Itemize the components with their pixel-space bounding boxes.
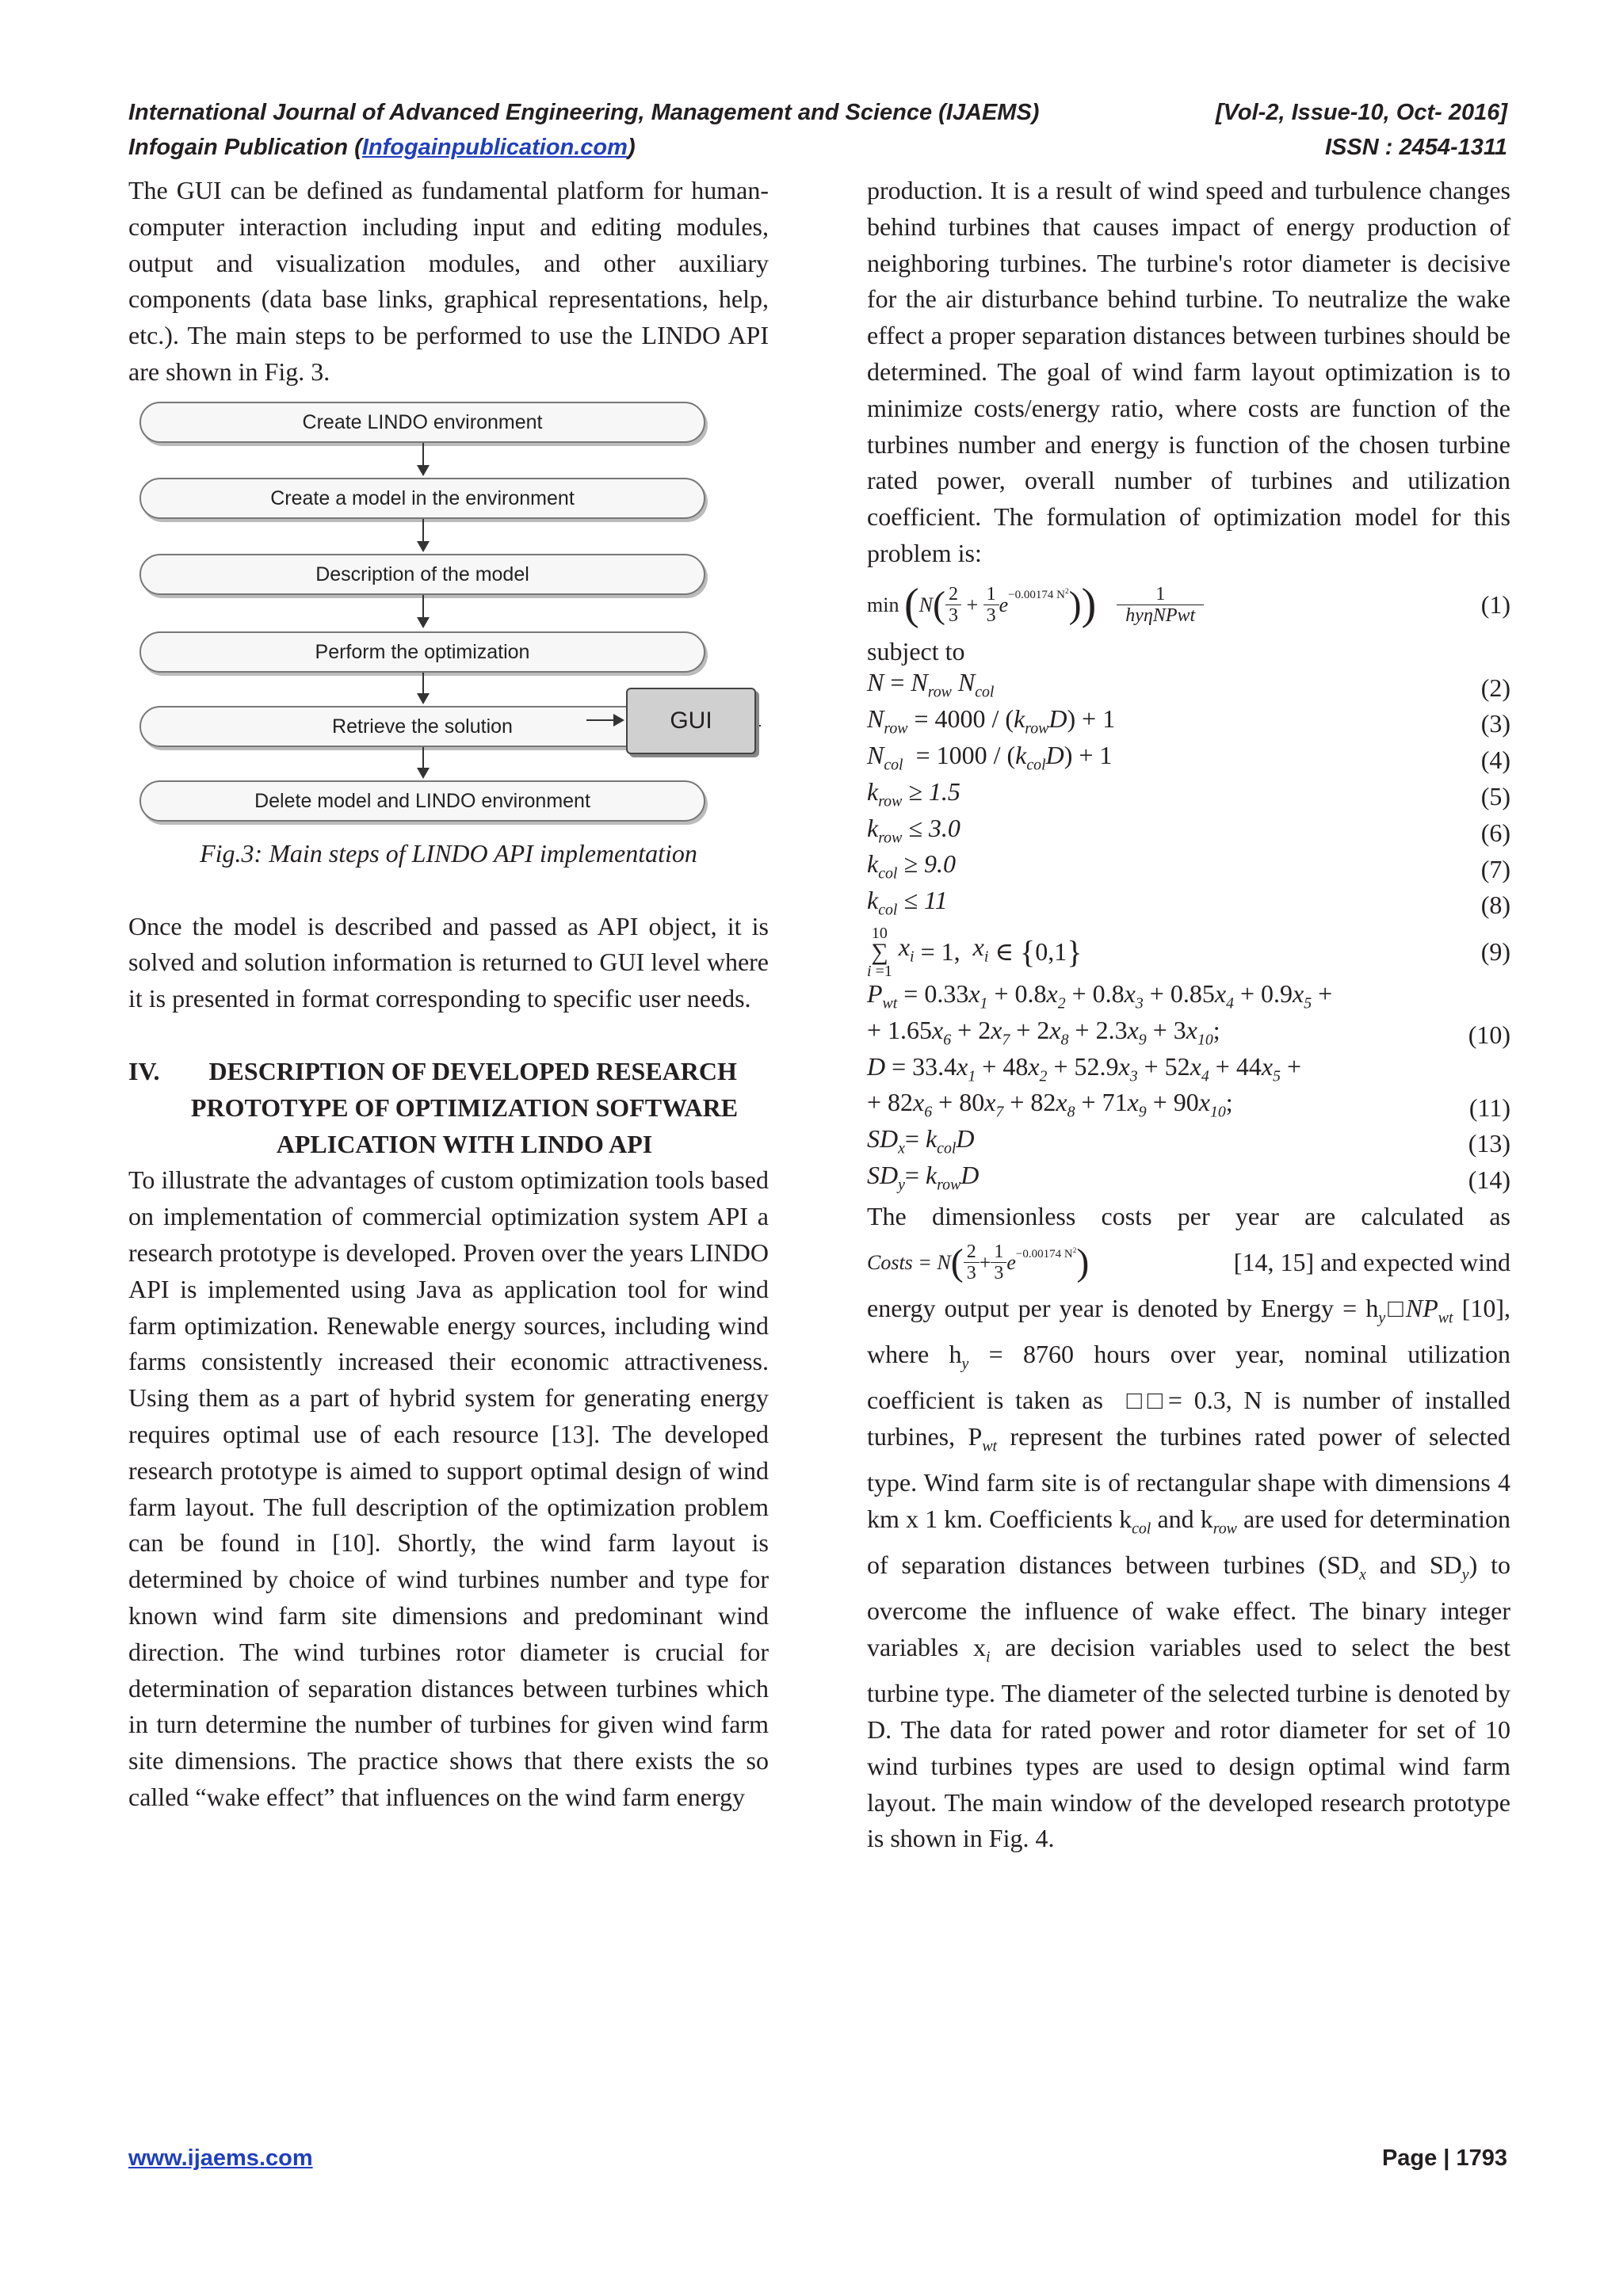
step-optimize: Perform the optimization bbox=[139, 631, 705, 673]
equation-13: $SD_x= k_{col}D$ (13) bbox=[867, 1124, 1510, 1158]
volume-info: [Vol-2, Issue-10, Oct- 2016] bbox=[1215, 100, 1507, 125]
step-retrieve-solution: Retrieve the solution bbox=[139, 706, 705, 747]
paragraph-wake-effect: production. It is a result of wind speed and turbulence changes behind turbines that causes impact of energy production of neighboring turbines. The turbine's rotor diameter is decisive for the air disturbance behind turbine. To neutralize the wake effect a proper separation distances between turbines should be determined. The goal of wind farm layout optimization is to minimize costs/energy ratio, where costs are function of the turbines number and energy is function of the chosen turbine rated power, overall number of turbines and utilization coefficient. The formulation of optimization model for this problem is: bbox=[867, 176, 1510, 567]
equation-5: $k_{row} \ge 1.5$ (5) bbox=[867, 776, 1510, 810]
fraction-two-thirds: $\frac{2}{3}$ bbox=[945, 584, 961, 626]
step-create-env: Create LINDO environment bbox=[139, 402, 705, 443]
equation-10a: $P_{wt} = 0.33x_1 + 0.8x_2 + 0.8x_3 + 0.85x_4 + 0.9x_5$ + bbox=[867, 978, 1333, 1013]
equation-2: $N = N_{row}$ $N_{col}$ (2) bbox=[867, 668, 1510, 702]
connector bbox=[422, 443, 424, 467]
equation-14: $SD_y= k_{row}D$ (14) bbox=[867, 1160, 1510, 1195]
figure-3-caption: Fig.3: Main steps of LINDO API implementation bbox=[200, 838, 697, 868]
subject-to: subject to bbox=[867, 636, 965, 666]
step-delete-model: Delete model and LINDO environment bbox=[139, 780, 705, 822]
arrow-down-icon bbox=[417, 693, 430, 704]
section-title-1: DESCRIPTION OF DEVELOPED RESEARCH bbox=[208, 1056, 737, 1085]
equation-11a: $D = 33.4x_1 + 48x_2 + 52.9x_3 + 52x_4 + 44x_5$ + bbox=[867, 1051, 1302, 1085]
arrow-down-icon bbox=[417, 617, 430, 628]
left-column bbox=[128, 173, 769, 1816]
publisher-prefix: Infogain Publication ( bbox=[128, 135, 362, 160]
objective-formula: min ( N ( $\frac{2}{3}$ + $\frac{1}{3}$ e $^{-0.00174 N^2}$ ) ) $\frac{1}{\text{hyηNPwt}}$ bbox=[867, 584, 1204, 626]
journal-header bbox=[128, 100, 1507, 126]
var-n: N bbox=[918, 593, 933, 616]
page-footer bbox=[128, 2145, 1507, 2172]
section-heading-line1 bbox=[128, 1054, 769, 1090]
min-operator: min bbox=[867, 593, 899, 616]
fraction-energy: $\frac{1}{\text{hyηNPwt}}$ bbox=[1117, 584, 1204, 626]
section-title-3: APLICATION WITH LINDO API bbox=[276, 1129, 653, 1158]
publisher-suffix: ) bbox=[627, 135, 636, 160]
connector bbox=[422, 747, 424, 769]
equation-9: 10 ∑ i =1 $x_i$ = 1, $x_i$ ∈ { 0,1 } (9) bbox=[867, 925, 1510, 981]
arrow-down-icon bbox=[417, 768, 430, 779]
connector bbox=[422, 519, 424, 543]
journal-title: International Journal of Advanced Engineering, Management and Science (IJAEMS) bbox=[128, 100, 1040, 125]
step-create-model: Create a model in the environment bbox=[139, 478, 705, 519]
section-title-2: PROTOTYPE OF OPTIMIZATION SOFTWARE bbox=[190, 1093, 739, 1122]
paragraph-gui: The GUI can be defined as fundamental platform for human-computer interaction including input and editing modules, output and visualization modules, and other auxiliary components (data base links, graphical representations, help, etc.). The main steps to be performed to use the LINDO API are shown in Fig. 3. bbox=[128, 176, 769, 386]
gui-box: GUI bbox=[626, 688, 756, 754]
equation-7: $k_{col} \ge 9.0$ (7) bbox=[867, 849, 1510, 883]
section-number: IV. bbox=[128, 1056, 160, 1085]
issn: ISSN : 2454-1311 bbox=[1325, 135, 1507, 160]
equation-6: $k_{row} \le 3.0$ (6) bbox=[867, 813, 1510, 847]
step-describe-model: Description of the model bbox=[139, 554, 705, 595]
journal-url[interactable]: www.ijaems.com bbox=[128, 2145, 313, 2171]
right-column bbox=[867, 173, 1510, 1857]
costs-intro: The dimensionless costs per year are calculated as bbox=[867, 1201, 1510, 1230]
connector bbox=[422, 595, 424, 619]
connector bbox=[586, 719, 613, 721]
equation-10b: + $1.65x_6 + 2x_7 + 2x_8 + 2.3x_9 + 3x_{10}$; (10) bbox=[867, 1015, 1510, 1049]
fraction-one-third: $\frac{1}{3}$ bbox=[983, 584, 999, 626]
equation-1 bbox=[867, 577, 1510, 634]
arrow-down-icon bbox=[417, 541, 430, 552]
exp-e: e bbox=[999, 593, 1009, 616]
paragraph-research-prototype: To illustrate the advantages of custom optimization tools based on implementation of commercial optimization system API a research prototype is developed. Proven over the years LINDO API is implemented using Java as application tool for wind farm optimization. Renewable energy sources, including wind farms consistently increased their economic attractiveness. Using them as a part of hybrid system for generating energy requires optimal use of each resource [13]. The developed research prototype is aimed to support optimal design of wind farm layout. The full description of the optimization problem can be found in [10]. Shortly, the wind farm layout is determined by choice of wind turbines number and type for known wind farm site dimensions and predominant wind direction. The wind turbines rotor diameter is crucial for determination of separation distances between turbines which in turn determine the number of turbines for given wind farm site dimensions. The practice shows that there exists the so called “wake effect” that influences on the wind farm energy bbox=[128, 1165, 769, 1811]
paragraph-energy-output: energy output per year is denoted by Energy = $h_y□NP_{wt}$ [10], where $h_y = 8760$ hours over year, nominal utilization coefficient is taken as □□= 0.3, N is number of installed turbines, $P_{wt}$ represent the turbines rated power of selected type. Wind farm site is of rectangular shape with dimensions 4 km x 1 km. Coefficients $k_{col}$ and $k_{row}$ are used for determination of separation distances between turbines ($SD_x$ and $SD_y$) to overcome the influence of wake effect. The binary integer variables $x_i$ are decision variables used to select the best turbine type. The diameter of the selected turbine is denoted by D. The data for rated power and rotor diameter for set of 10 wind turbines types are used to design optimal wind farm layout. The main window of the developed research prototype is shown in Fig. 4. bbox=[867, 1293, 1511, 1853]
arrow-down-icon bbox=[417, 465, 430, 476]
eq-number-1: (1) bbox=[1480, 589, 1510, 619]
costs-refs: [14, 15] and expected wind bbox=[1233, 1247, 1510, 1276]
arrow-right-icon bbox=[613, 714, 624, 727]
costs-formula-line: Costs = N ( $\frac{2}{3}$ + $\frac{1}{3}$ e $^{-0.00174 N^2}$ ) [14, 15] and expected wind bbox=[867, 1241, 1510, 1284]
equation-8: $k_{col} \le 11$ (8) bbox=[867, 886, 1510, 920]
equation-4: $N_{col} = 1000 / (k_{col}D) + 1$ (4) bbox=[867, 740, 1510, 775]
publisher-link[interactable]: Infogainpublication.com bbox=[361, 135, 628, 160]
page-number: Page | 1793 bbox=[1381, 2145, 1507, 2171]
paragraph-api-object: Once the model is described and passed as API object, it is solved and solution information is returned to GUI level where it is presented in format corresponding to specific user needs. bbox=[128, 911, 769, 1013]
publisher-header bbox=[128, 135, 1507, 161]
costs-label: Costs = N bbox=[867, 1250, 951, 1274]
equation-3: $N_{row} = 4000 / (k_{row}D) + 1$ (3) bbox=[867, 704, 1510, 738]
equation-11b: + $82x_6 + 80x_7 + 82x_8 + 71x_9 + 90x_{10}$; (11) bbox=[867, 1088, 1510, 1122]
